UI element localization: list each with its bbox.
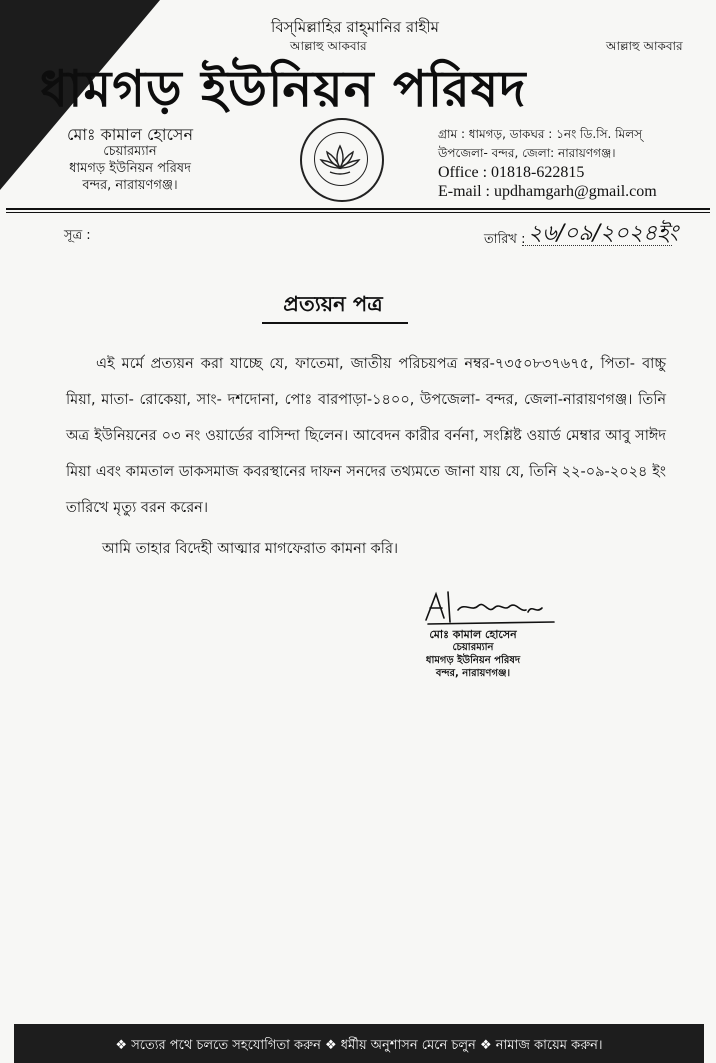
signature-stamp-block — [398, 628, 548, 680]
certificate-body — [66, 346, 666, 526]
chairman-location: বন্দর, নারায়ণগঞ্জ। — [82, 178, 178, 193]
signatory-office: ধামগড় ইউনিয়ন পরিষদ — [425, 655, 521, 666]
chairman-block — [40, 126, 220, 194]
date-dotted-line — [522, 245, 672, 246]
certificate-heading: প্রত্যয়ন পত্র — [283, 292, 383, 316]
body-paragraph: এই মর্মে প্রত্যয়ন করা যাচ্ছে যে, ফাতেমা, জাতীয় পরিচয়পত্র নম্বর-৭৩৫০৮৩৭৬৭৫, পিতা- বাচ্চু মিয়া, মাতা- রোকেয়া, সাং- দশদোনা, পোঃ বারপাড়া-১৪০০, উপজেলা- বন্দর, জেলা-নারায়ণগঞ্জ। তিনি অত্র ইউনিয়নের ০৩ নং ওয়ার্ডের বাসিন্দা ছিলেন। আবেদন কারীর বর্ননা, সংশ্লিষ্ট ওয়ার্ড মেম্বার আবু সাঈদ মিয়া এবং কামতাল ডাকসমাজ কবরস্থানের দাফন সনদের তথ্যমতে জানা যায় যে, তিনি ২২-০৯-২০২৪ ইং তারিখে মৃত্যু বরন করেন। — [66, 356, 666, 516]
email-address: E-mail : updhamgarh@gmail.com — [438, 183, 657, 200]
header-rule-thin — [6, 212, 710, 213]
bismillah-text: বিস্‌মিল্লাহির রাহ্‌মানির রাহীম — [271, 18, 439, 36]
reference-label: সূত্র : — [64, 228, 91, 243]
closing-line: আমি তাহার বিদেহী আত্মার মাগফেরাত কামনা করি। — [102, 541, 399, 557]
signatory-location: বন্দর, নারায়ণগঞ্জ। — [435, 668, 511, 679]
heading-underline — [262, 322, 408, 324]
union-address-block — [438, 125, 708, 201]
chairman-name: মোঃ কামাল হোসেন — [66, 125, 194, 144]
union-title: ধামগড় ইউনিয়ন পরিষদ — [40, 60, 527, 118]
address-line-2: উপজেলা- বন্দর, জেলা: নারায়ণগঞ্জ। — [438, 146, 616, 160]
chairman-office: ধামগড় ইউনিয়ন পরিষদ — [69, 161, 191, 176]
signatory-name: মোঃ কামাল হোসেন — [429, 628, 517, 641]
header-rule-thick — [6, 208, 710, 210]
allahu-akbar-center: আল্লাহু আকবার — [290, 39, 367, 53]
union-seal-icon — [300, 118, 384, 202]
address-line-1: গ্রাম : ধামগড়, ডাকঘর : ১নং ডি.সি. মিলস্‌ — [438, 127, 643, 141]
signature-scribble-icon — [418, 588, 558, 628]
lotus-emblem-icon — [300, 118, 380, 198]
handwritten-date: ২৬/০৯/২০২৪ইং — [528, 221, 679, 246]
allahu-akbar-right: আল্লাহু আকবার — [606, 39, 683, 53]
footer-slogan: ❖ সত্যের পথে চলতে সহযোগিতা করুন ❖ ধর্মীয় অনুশাসন মেনে চলুন ❖ নামাজ কায়েম করুন। — [115, 1038, 603, 1053]
date-label: তারিখ : — [484, 232, 526, 247]
chairman-designation: চেয়ারম্যান — [103, 144, 157, 159]
signatory-designation: চেয়ারম্যান — [452, 642, 494, 653]
office-phone: Office : 01818-622815 — [438, 164, 585, 181]
